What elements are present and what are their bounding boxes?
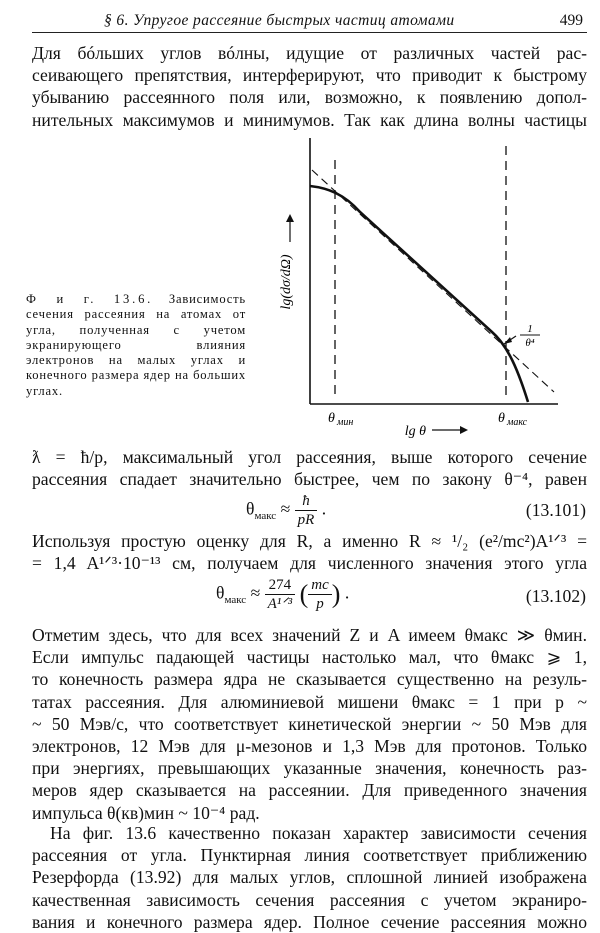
y-axis-arrow-head xyxy=(286,214,294,222)
text-line: ~ 50 Мэв/с, что соответствует кинетической энергии ~ 50 Мэв для xyxy=(32,713,587,734)
text-line: вания и конечного размера ядер. Полное сечение рассеяния можно xyxy=(32,911,587,932)
eq1-fraction xyxy=(295,492,318,529)
x-axis-label: lg θ xyxy=(404,424,426,439)
equation-13-102 xyxy=(216,576,349,613)
theta-max-subscript: макс xyxy=(507,417,528,428)
text-line: качественная зависимость сечения рассеяния с учетом экраниро- xyxy=(32,889,587,910)
eq1-tail: . xyxy=(321,498,327,519)
text-line: татах рассеяния. Для алюминиевой мишени θмакс = 1 при p ~ xyxy=(32,691,587,712)
eq2-right-paren: ) xyxy=(331,579,341,609)
eq2-approx: ≈ xyxy=(250,582,261,603)
eq2-tail: . xyxy=(344,582,350,603)
eq2-denominator: A¹ᐟ³ xyxy=(267,596,293,612)
text-line: ƛ = ħ/p, максимальный угол рассеяния, выше которого сечение xyxy=(32,447,587,467)
slope-denominator: θ⁴ xyxy=(525,337,535,349)
slope-pointer-arrowhead xyxy=(504,337,512,344)
cross-section-plot xyxy=(258,132,590,442)
text-line: рассеяния от угла. Пунктирная линия соответствует приближению xyxy=(32,845,587,866)
text-line: Если импульс падающей частицы настолько мал, что θмакс ⩾ 1, xyxy=(32,647,587,668)
paragraph-4 xyxy=(32,624,587,824)
eq2-paren-denominator: p xyxy=(316,596,324,612)
eq2-paren-fraction xyxy=(308,576,332,613)
text-line: рассеяния спадает значительно быстрее, чем по закону θ⁻⁴, равен xyxy=(32,469,587,490)
x-axis-arrow-head xyxy=(460,426,468,434)
text-line: электронов, 12 Мэв для μ-мезонов и 1,3 Мэв для протонов. Только xyxy=(32,736,587,757)
paragraph-5 xyxy=(32,822,587,933)
figure-caption xyxy=(26,292,246,399)
y-axis-label: lg(dσ/dΩ) xyxy=(279,254,294,310)
figure-label: Ф и г. 13.6. xyxy=(26,292,154,306)
text-line: импульса θ(кв)мин ~ 10⁻⁴ рад. xyxy=(32,802,260,823)
text-line: Резерфорда (13.92) для малых углов, сплошной линией изображена xyxy=(32,867,587,888)
paragraph-1 xyxy=(32,42,587,131)
eq1-lhs: θ xyxy=(246,498,255,519)
text-line: Для бóльших углов вóлны, идущие от различных частей рас- xyxy=(32,43,587,63)
text-line: при энергиях, превышающих указанные значения, конечность раз- xyxy=(32,758,587,779)
y-axis-label-group xyxy=(279,254,294,309)
page-number: 499 xyxy=(559,12,583,29)
text-line: сеивающего препятствия, интерферируют, что приводит к быстрому xyxy=(32,65,587,86)
text-line: Отметим здесь, что для всех значений Z и A имеем θмакс ≫ θмин. xyxy=(32,625,587,645)
text-line: Используя простую оценку для R, а именно R ≈ ¹/₂ (e²/mc²)A¹ᐟ³ = xyxy=(32,531,587,551)
eq2-lhs-sub: макс xyxy=(224,594,247,607)
rutherford-dashed-curve xyxy=(312,170,554,392)
paragraph-3 xyxy=(32,530,587,574)
equation-13-101 xyxy=(246,492,326,529)
eq2-fraction xyxy=(265,576,296,613)
eq2-paren-numerator: mc xyxy=(308,576,332,595)
text-line: нительных максимумов и минимумов. Так как длина волны частицы xyxy=(32,109,587,130)
running-header xyxy=(32,10,587,33)
text-line: На фиг. 13.6 качественно показан характер зависимости сечения xyxy=(50,823,587,843)
screened-cross-section-curve xyxy=(310,186,528,402)
eq1-approx: ≈ xyxy=(280,498,291,519)
eq2-left-paren: ( xyxy=(299,579,309,609)
text-line: то конечность размера ядра не сказывается существенно на резуль- xyxy=(32,669,587,690)
theta-min-subscript: мин xyxy=(337,417,354,428)
eq2-lhs: θ xyxy=(216,582,225,603)
text-line: = 1,4 A¹ᐟ³·10⁻¹³ см, получаем для численного значения этого угла xyxy=(32,553,587,574)
theta-max-symbol: θ xyxy=(498,411,505,426)
text-line: меров ядер сказывается на рассеянии. Для приведенного значения xyxy=(32,780,587,801)
header-title: § 6. Упругое рассеяние быстрых частиц атомами xyxy=(104,12,455,29)
eq1-lhs-sub: макс xyxy=(254,510,277,523)
eq1-numerator: ħ xyxy=(295,492,318,511)
eq1-number: (13.101) xyxy=(525,500,586,520)
figure-13-6 xyxy=(258,132,590,442)
theta-min-symbol: θ xyxy=(328,411,335,426)
eq2-number: (13.102) xyxy=(525,586,586,606)
eq1-denominator: pR xyxy=(297,512,315,528)
eq2-numerator: 274 xyxy=(265,576,296,595)
caption-text: Зависимость сечения рассеяния на атомах от угла, полученная с учетом экранирующего влияния электронов на малых углах и конечного размера ядер на больших углах. xyxy=(26,292,246,398)
paragraph-2 xyxy=(32,446,587,490)
slope-numerator: 1 xyxy=(527,323,533,335)
text-line: убыванию рассеянного поля или, возможно, к появлению допол- xyxy=(32,87,587,108)
